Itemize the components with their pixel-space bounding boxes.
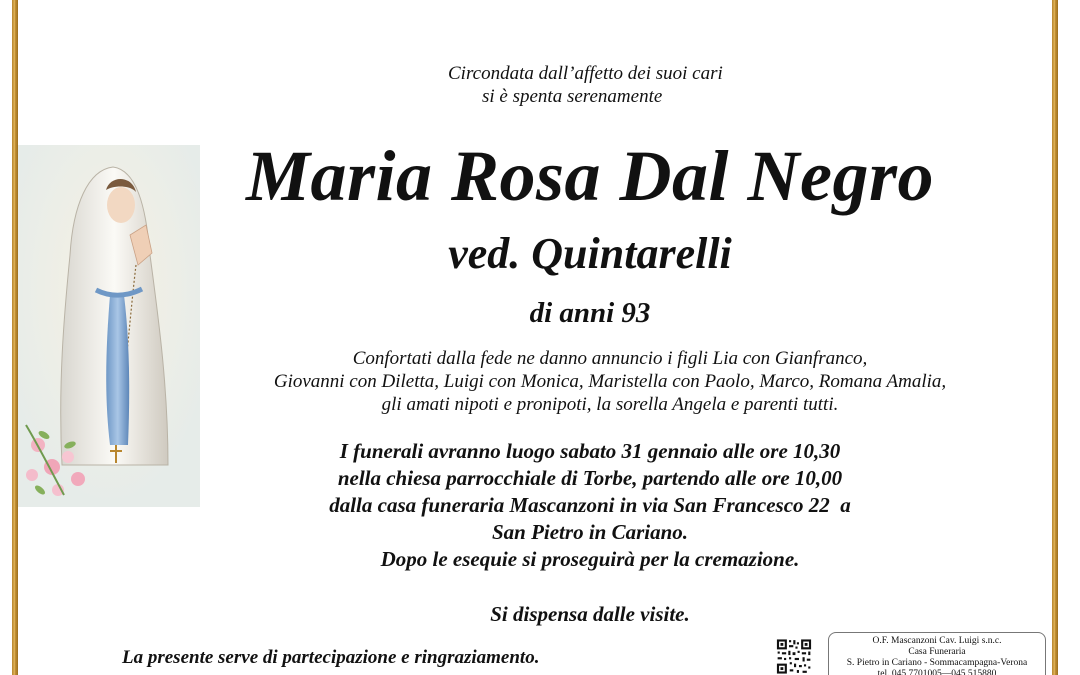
agency-name: O.F. Mascanzoni Cav. Luigi s.n.c.	[872, 636, 1002, 646]
intro-line-1: Circondata dall’affetto dei suoi cari	[448, 63, 723, 84]
gold-frame-right	[1052, 0, 1058, 675]
funeral-agency-box	[828, 632, 1046, 675]
funeral-line: nella chiesa parrocchiale di Torbe, partendo alle ore 10,00	[337, 466, 843, 490]
intro-text	[380, 62, 780, 108]
mourners-line: Giovanni con Diletta, Luigi con Monica, Maristella con Paolo, Marco, Romana Amalia,	[273, 371, 947, 392]
no-visits-note: Si dispensa dalle visite.	[490, 602, 690, 626]
agency-type: Casa Funeraria	[908, 647, 966, 657]
funeral-line: Dopo le esequie si proseguirà per la cremazione.	[380, 547, 800, 571]
deceased-name: Maria Rosa Dal Negro	[245, 136, 935, 216]
funeral-details	[240, 438, 940, 573]
mourners-line: gli amati nipoti e pronipoti, la sorella Angela e parenti tutti.	[381, 394, 839, 415]
widow-of: ved. Quintarelli	[448, 229, 732, 278]
funeral-line: dalla casa funeraria Mascanzoni in via San Francesco 22 a	[329, 493, 851, 517]
funeral-line: San Pietro in Cariano.	[491, 520, 689, 544]
mourners-announcement	[200, 347, 1020, 416]
agency-phone: tel. 045 7701005—045 515880	[877, 669, 997, 675]
mourners-line: Confortati dalla fede ne danno annuncio i figli Lia con Gianfranco,	[352, 348, 868, 369]
intro-line-2: si è spenta serenamente	[482, 86, 663, 107]
deceased-age: di anni 93	[529, 297, 651, 329]
funeral-line: I funerali avranno luogo sabato 31 gennaio alle ore 10,30	[339, 439, 841, 463]
qr-code-icon[interactable]	[768, 638, 820, 675]
agency-locations: S. Pietro in Cariano - Sommacampagna-Verona	[846, 658, 1028, 668]
thanks-note: La presente serve di partecipazione e ringraziamento.	[122, 647, 540, 668]
